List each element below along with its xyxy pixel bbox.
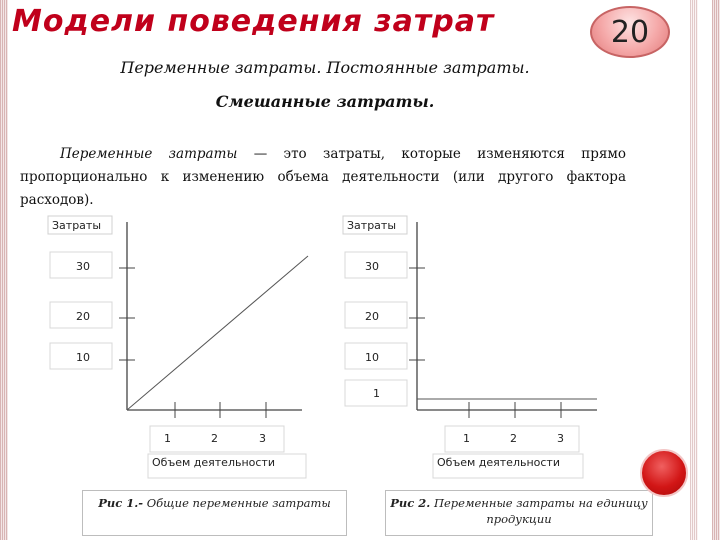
x-axis-label: Объем деятельности [437, 456, 560, 469]
subtitle-line-2: Смешанные затраты. [215, 92, 435, 111]
x-tick-label: 2 [211, 432, 218, 445]
page-number-badge [590, 6, 670, 58]
y-tick-label: 20 [365, 310, 379, 323]
x-tick-label: 3 [557, 432, 564, 445]
right-border [712, 0, 720, 540]
x-tick-label: 2 [510, 432, 517, 445]
slide-title: Модели поведения затрат [12, 4, 495, 39]
definition-text: — это затраты, которые изменяются прямо пропорционально к изменению объема деятельности (или другого фактора расходов). [20, 146, 627, 208]
y-tick-label: 20 [76, 310, 90, 323]
subtitle-line-1: Переменные затраты. Постоянные затраты. [120, 58, 530, 77]
x-tick-label: 1 [463, 432, 470, 445]
y-tick-label: 30 [365, 260, 379, 273]
caption-2-text: Переменные затраты на единицу продукции [433, 496, 648, 526]
red-circle-decoration [640, 449, 688, 497]
x-tick-label: 1 [164, 432, 171, 445]
figure-1-caption [82, 490, 347, 536]
figure-2-caption [385, 490, 653, 536]
y-tick-label: 30 [76, 260, 90, 273]
caption-2-label: Рис 2. [390, 496, 431, 510]
right-border-inner [690, 0, 698, 540]
y-axis-label: Затраты [347, 219, 397, 232]
chart-unit-variable-costs [335, 212, 625, 482]
y-axis-label: Затраты [52, 219, 102, 232]
x-axis-label: Объем деятельности [152, 456, 275, 469]
y-tick-label: 10 [76, 351, 90, 364]
left-border [0, 0, 8, 540]
x-tick-label: 3 [259, 432, 266, 445]
page-number: 20 [610, 14, 650, 50]
chart-total-variable-costs [40, 212, 330, 482]
chart-2-svg [335, 212, 625, 482]
chart-1-svg [40, 212, 330, 482]
definition-term: Переменные затраты [60, 146, 238, 162]
y-tick-label: 1 [373, 387, 380, 400]
definition-paragraph [20, 143, 626, 212]
caption-1-label: Рис 1.- [98, 496, 144, 510]
caption-1-text: Общие переменные затраты [146, 496, 331, 510]
y-tick-label: 10 [365, 351, 379, 364]
total-variable-cost-line [127, 256, 308, 410]
